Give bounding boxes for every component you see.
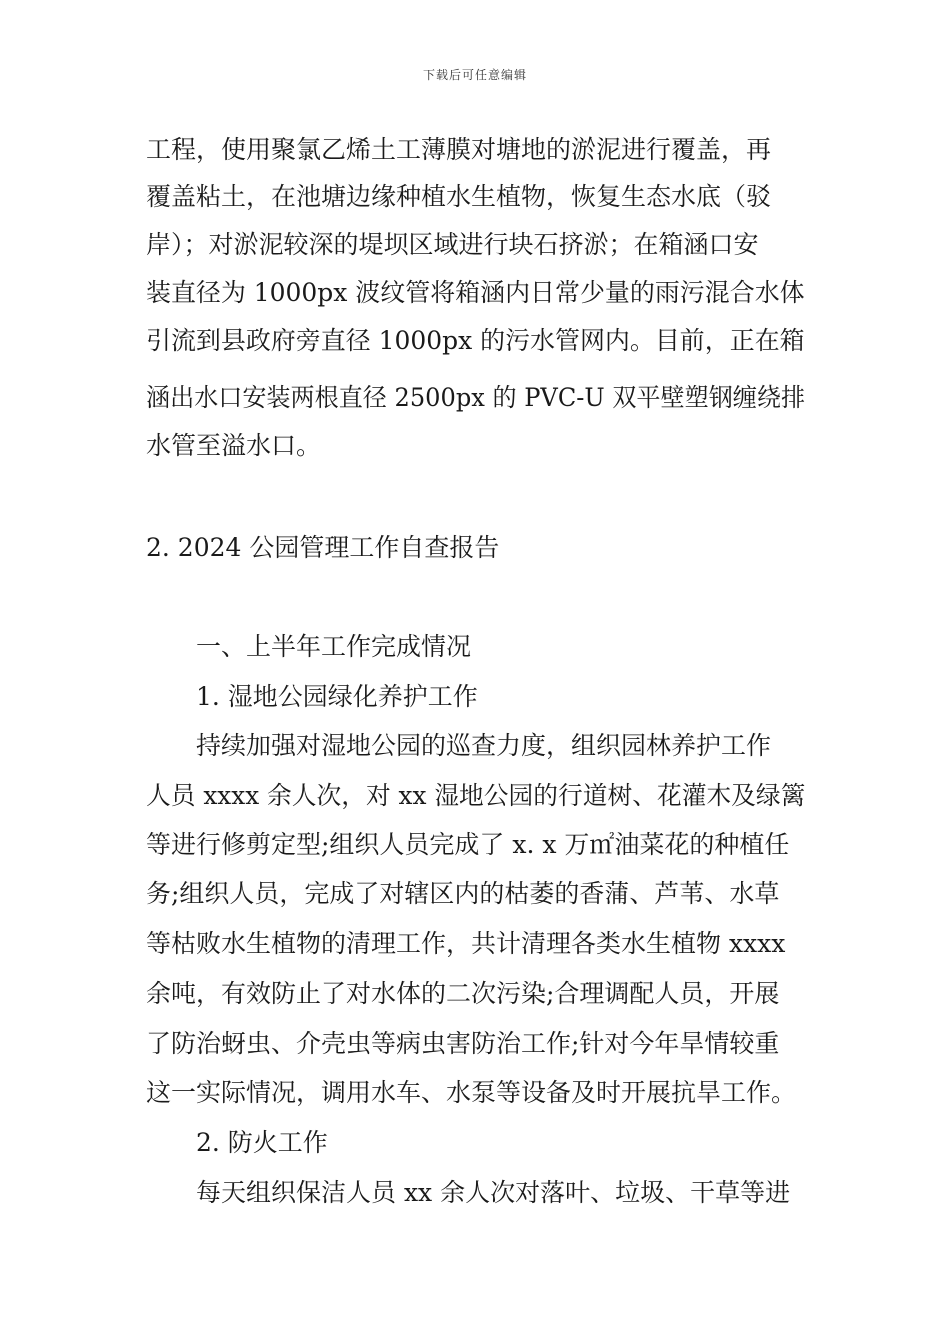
paragraph-line: 覆盖粘土，在池塘边缘种植水生植物，恢复生态水底（驳: [146, 182, 772, 211]
subheading: 1. 湿地公园绿化养护工作: [196, 682, 478, 711]
paragraph-line: 了防治蚜虫、介壳虫等病虫害防治工作;针对今年旱情较重: [146, 1029, 780, 1058]
page-header: 下载后可任意编辑: [422, 68, 527, 82]
paragraph-line: 水管至溢水口。: [146, 431, 322, 460]
paragraph-line: 引流到县政府旁直径 1000px 的污水管网内。目前，正在箱: [146, 326, 805, 355]
paragraph-line: 岸）；对淤泥较深的堤坝区域进行块石挤淤；在箱涵口安: [146, 230, 759, 259]
paragraph-line: 务;组织人员，完成了对辖区内的枯萎的香蒲、芦苇、水草: [146, 879, 780, 908]
paragraph-line: 每天组织保洁人员 xx 余人次对落叶、垃圾、干草等进: [196, 1178, 791, 1207]
paragraph-line: 人员 xxxx 余人次，对 xx 湿地公园的行道树、花灌木及绿篱: [146, 781, 806, 810]
paragraph-line: 工程，使用聚氯乙烯土工薄膜对塘地的淤泥进行覆盖，再: [146, 135, 772, 164]
paragraph-line: 等枯败水生植物的清理工作，共计清理各类水生植物 xxxx: [146, 929, 786, 958]
paragraph-line: 涵出水口安装两根直径 2500px 的 PVC-U 双平壁塑钢缠绕排: [146, 383, 806, 412]
paragraph-line: 装直径为 1000px 波纹管将箱涵内日常少量的雨污混合水体: [146, 278, 805, 307]
paragraph-line: 持续加强对湿地公园的巡查力度，组织园林养护工作: [196, 731, 772, 760]
paragraph-line: 这一实际情况，调用水车、水泵等设备及时开展抗旱工作。: [146, 1078, 797, 1107]
paragraph-line: 等进行修剪定型;组织人员完成了 x. x 万㎡油菜花的种植任: [146, 830, 790, 859]
paragraph-line: 余吨，有效防止了对水体的二次污染;合理调配人员，开展: [146, 979, 780, 1008]
subheading: 2. 防火工作: [196, 1128, 328, 1157]
section-title: 2. 2024 公园管理工作自查报告: [146, 533, 500, 562]
heading: 一、上半年工作完成情况: [196, 632, 472, 661]
